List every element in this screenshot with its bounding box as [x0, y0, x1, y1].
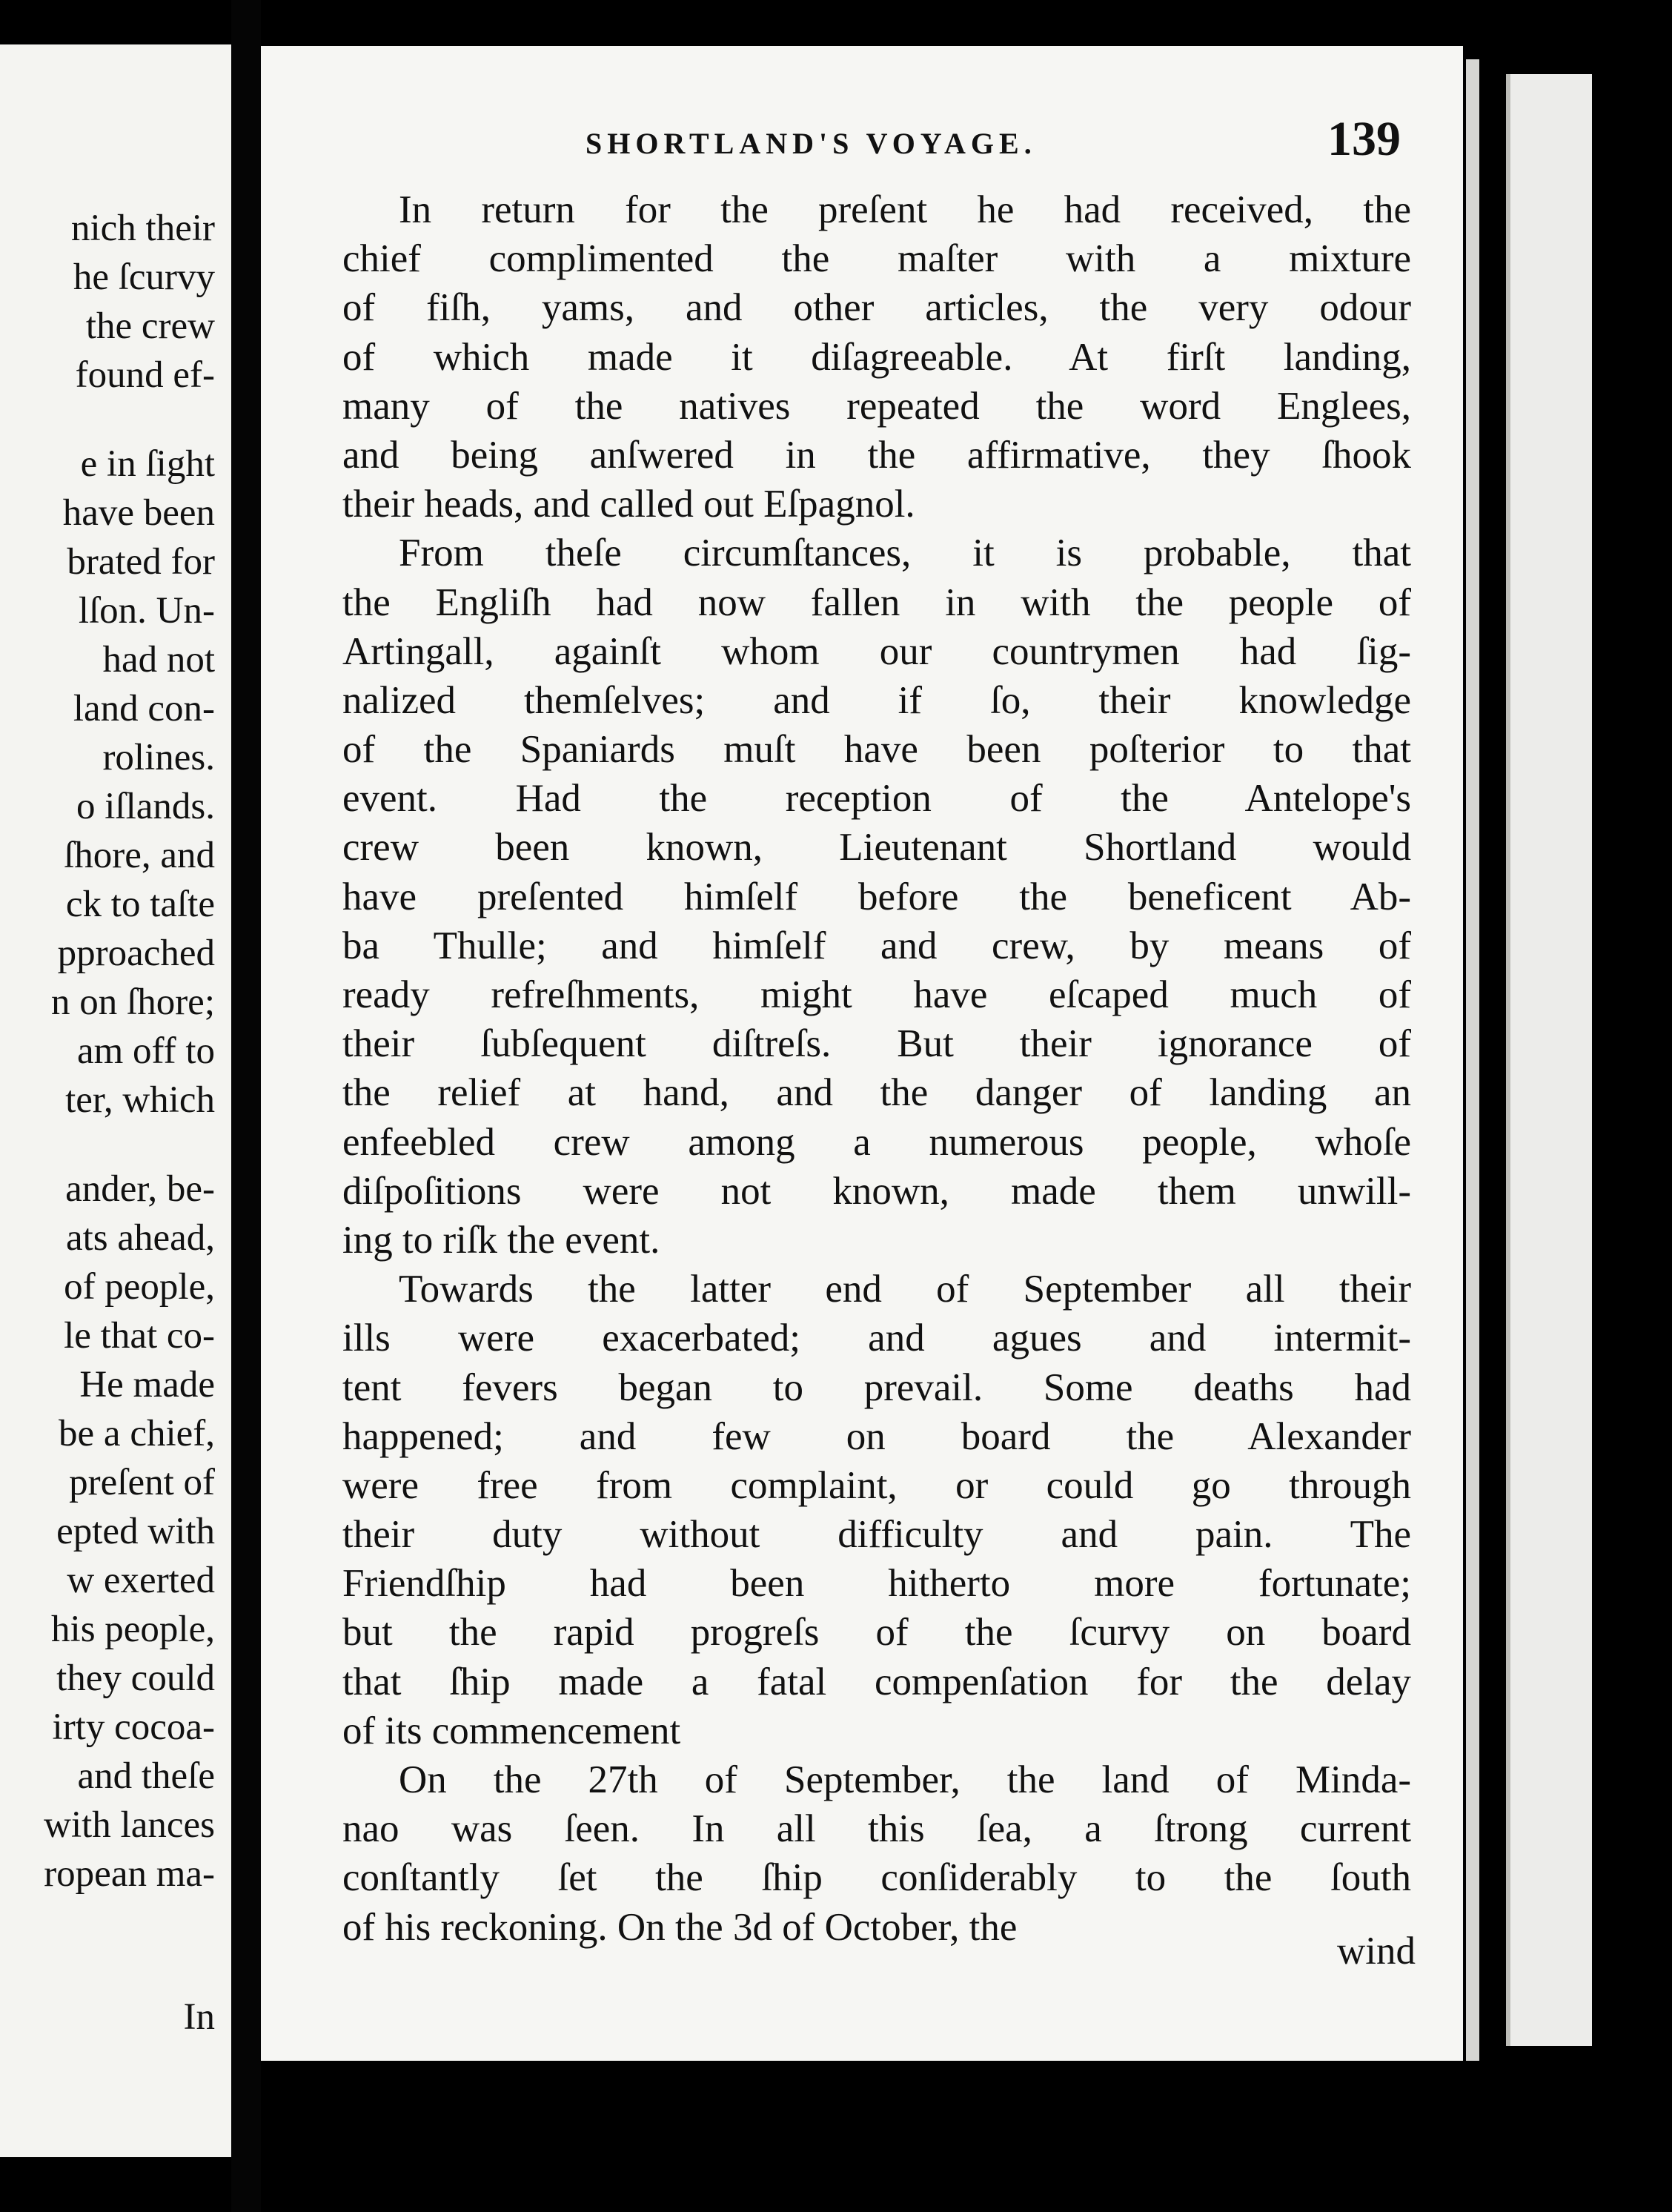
previous-page-line: of people, [64, 1266, 215, 1308]
previous-page-line: ats ahead, [65, 1217, 215, 1259]
text-line: of fiſh, yams, and other articles, the very odour [342, 286, 1411, 330]
previous-page-line: the crew [85, 305, 215, 347]
text-line: have preſented himſelf before the beneficent Ab- [342, 875, 1411, 918]
next-page-edge [1506, 74, 1592, 2046]
previous-page-text [44, 204, 215, 1898]
text-line: In return for the preſent he had received, the [399, 188, 1411, 231]
text-line: of which made it diſagreeable. At firſt landing, [342, 335, 1411, 379]
text-line: happened; and few on board the Alexander [342, 1414, 1411, 1458]
previous-page-line: found ef- [75, 354, 215, 396]
previous-page-line: lſon. Un- [78, 590, 215, 632]
text-line: the Engliſh had now fallen in with the people of [342, 580, 1411, 624]
previous-page-line: preſent of [69, 1462, 215, 1503]
text-line: On the 27th of September, the land of Minda- [399, 1758, 1411, 1801]
page-number: 139 [1327, 112, 1401, 166]
previous-page-line: ander, be- [65, 1168, 215, 1210]
text-line: ing to riſk the event. [342, 1218, 660, 1262]
book-gutter [231, 0, 261, 2212]
catchword: wind [1337, 1930, 1416, 1973]
text-line: event. Had the reception of the Antelope's [342, 777, 1411, 821]
text-line: were free from complaint, or could go through [342, 1463, 1411, 1507]
previous-page-line: n on ſhore; [51, 981, 215, 1023]
text-line: and being anſwered in the affirmative, they ſhook [342, 433, 1411, 477]
text-line: Friendſhip had been hitherto more fortunate; [342, 1562, 1411, 1606]
previous-page-line: be a chief, [59, 1413, 215, 1454]
text-line: enfeebled crew among a numerous people, whoſe [342, 1120, 1411, 1164]
text-line: tent fevers began to prevail. Some deaths had [342, 1365, 1411, 1409]
text-line: of the Spaniards muſt have been poſterior to that [342, 728, 1411, 772]
previous-page-line: brated for [67, 541, 215, 583]
previous-page-line: He made [79, 1364, 215, 1405]
text-line: nao was ſeen. In all this ſea, a ſtrong current [342, 1807, 1411, 1851]
previous-page-line: ropean ma- [44, 1853, 215, 1895]
text-line: Artingall, againſt whom our countrymen had ſig- [342, 629, 1411, 673]
previous-page-line [44, 400, 215, 440]
previous-page-line: ck to taſte [65, 884, 215, 925]
previous-page-line: e in ſight [80, 443, 215, 485]
previous-page-line [44, 1125, 215, 1165]
previous-page-line: w exerted [67, 1560, 215, 1601]
previous-page-line: land con- [73, 688, 215, 729]
previous-page [0, 44, 231, 2157]
previous-page-line: am off to [76, 1030, 215, 1072]
text-line: ills were exacerbated; and agues and intermit- [342, 1317, 1411, 1360]
text-line: many of the natives repeated the word Englees, [342, 384, 1411, 428]
text-line: their ſubſequent diſtreſs. But their ignorance of [342, 1022, 1411, 1066]
text-line: ba Thulle; and himſelf and crew, by means of [342, 924, 1411, 967]
text-line: that ſhip made a fatal compenſation for the delay [342, 1660, 1411, 1703]
previous-page-line: he ſcurvy [73, 256, 215, 298]
previous-page-line: le that co- [64, 1315, 215, 1357]
text-line: their heads, and called out Eſpagnol. [342, 483, 915, 526]
previous-page-line: o iſlands. [76, 786, 215, 827]
previous-page-line: have been [62, 492, 215, 534]
text-line: the relief at hand, and the danger of landing an [342, 1071, 1411, 1115]
text-line: but the rapid progreſs of the ſcurvy on board [342, 1611, 1411, 1655]
previous-page-line: nich their [70, 208, 215, 249]
text-line: of his reckoning. On the 3d of October, the [342, 1905, 1018, 1949]
running-head: SHORTLAND'S VOYAGE. [585, 127, 1037, 160]
text-line: their duty without difficulty and pain. The [342, 1513, 1411, 1557]
previous-page-line: pproached [57, 933, 215, 974]
previous-page-line: and theſe [77, 1755, 215, 1797]
previous-page-line: irty cocoa- [52, 1706, 215, 1748]
text-line: crew been known, Lieutenant Shortland would [342, 826, 1411, 870]
text-line: of its commencement [342, 1709, 681, 1752]
previous-page-line: ter, which [65, 1079, 215, 1121]
text-line: chief complimented the maſter with a mixture [342, 237, 1411, 281]
previous-page-line: had not [102, 639, 215, 681]
page-body-text [342, 185, 1411, 1952]
previous-page-line: ſhore, and [64, 835, 215, 876]
text-line: nalized themſelves; and if ſo, their knowledge [342, 678, 1411, 722]
previous-page-catchword: In [183, 1996, 215, 2038]
text-line: ready refreſhments, might have eſcaped much of [342, 973, 1411, 1016]
previous-page-line: they could [56, 1658, 215, 1699]
previous-page-line: with lances [44, 1804, 215, 1846]
text-line: conſtantly ſet the ſhip conſiderably to the ſouth [342, 1856, 1411, 1900]
text-line: From theſe circumſtances, it is probable, that [399, 532, 1411, 575]
page-edge [1466, 59, 1479, 2061]
previous-page-line: his people, [51, 1609, 215, 1650]
previous-page-line: rolines. [102, 737, 215, 778]
text-line: Towards the latter end of September all their [399, 1268, 1411, 1311]
current-page [261, 46, 1463, 2061]
text-line: diſpoſitions were not known, made them unwill- [342, 1169, 1411, 1213]
previous-page-line: epted with [56, 1511, 215, 1552]
